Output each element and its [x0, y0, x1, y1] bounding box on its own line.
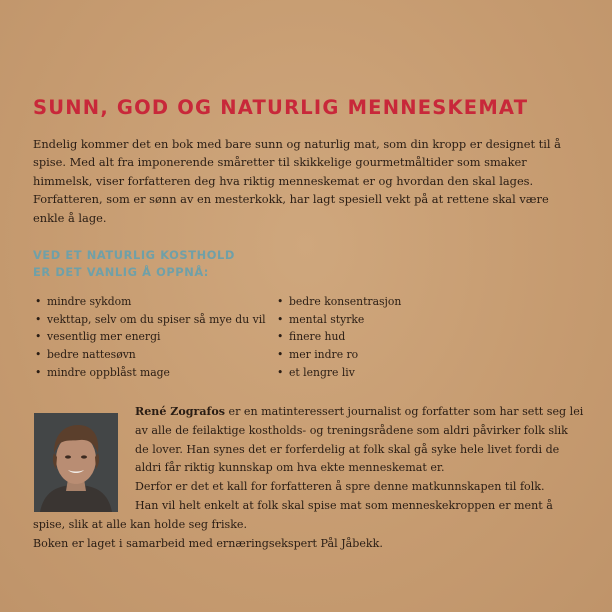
bio-line-8: Boken er laget i samarbeid med ernæringsekspert Pål Jåbekk. — [33, 536, 383, 550]
benefits-list-right — [277, 293, 401, 382]
list-item: • vesentlig mer energi — [35, 328, 266, 346]
list-item: • mindre oppblåst mage — [35, 364, 266, 382]
intro-paragraph: Endelig kommer det en bok med bare sunn og naturlig mat, som din kropp er designet til å spise. Med alt fra imponerende småretter til skikkelige gourmetmåltider som smaker himmelsk, viser forfatteren deg hva riktig menneskemat er og hvordan den skal lages. Forfatteren, som er sønn av en mesterkokk, har lagt spesiell vekt på at rettene skal være enkle å lage. — [33, 137, 561, 225]
bio-line-1 — [33, 403, 584, 422]
list-item: • bedre nattesøvn — [35, 346, 266, 364]
list-item: • et lengre liv — [277, 364, 401, 382]
author-bio — [33, 403, 584, 553]
list-item: • mer indre ro — [277, 346, 401, 364]
bio-line-3: de lover. Han synes det er forferdelig at folk skal gå syke hele livet fordi de — [135, 442, 560, 456]
bio-line-5: Derfor er det et kall for forfatteren å spre denne matkunnskapen til folk. — [135, 480, 545, 494]
bio-line-6: Han vil helt enkelt at folk skal spise mat som menneskekroppen er ment å — [135, 498, 553, 512]
bio-line-2: av alle de feilaktige kostholds- og treningsrådene som aldri påvirker folk slik — [135, 423, 568, 437]
bio-line-1-text: er en matinteressert journalist og forfatter som har sett seg lei — [224, 405, 584, 418]
list-item: • bedre konsentrasjon — [277, 293, 401, 311]
bio-line-7: spise, slik at alle kan holde seg friske. — [33, 517, 248, 531]
author-name: René Zografos — [135, 405, 225, 418]
list-item: • mindre sykdom — [35, 293, 266, 311]
list-item: • finere hud — [277, 328, 401, 346]
bio-line-4: aldri får riktig kunnskap om hva ekte menneskemat er. — [135, 461, 445, 475]
list-item: • mental styrke — [277, 311, 401, 329]
subheading-line-2: ER DET VANLIG Å OPPNÅ: — [33, 264, 209, 279]
subheading-line-1: VED ET NATURLIG KOSTHOLD — [33, 248, 235, 262]
headline: SUNN, GOD OG NATURLIG MENNESKEMAT — [33, 96, 529, 119]
benefits-subheading — [33, 247, 235, 280]
list-item: • vekttap, selv om du spiser så mye du vil — [35, 311, 266, 329]
benefits-list-left — [35, 293, 266, 382]
